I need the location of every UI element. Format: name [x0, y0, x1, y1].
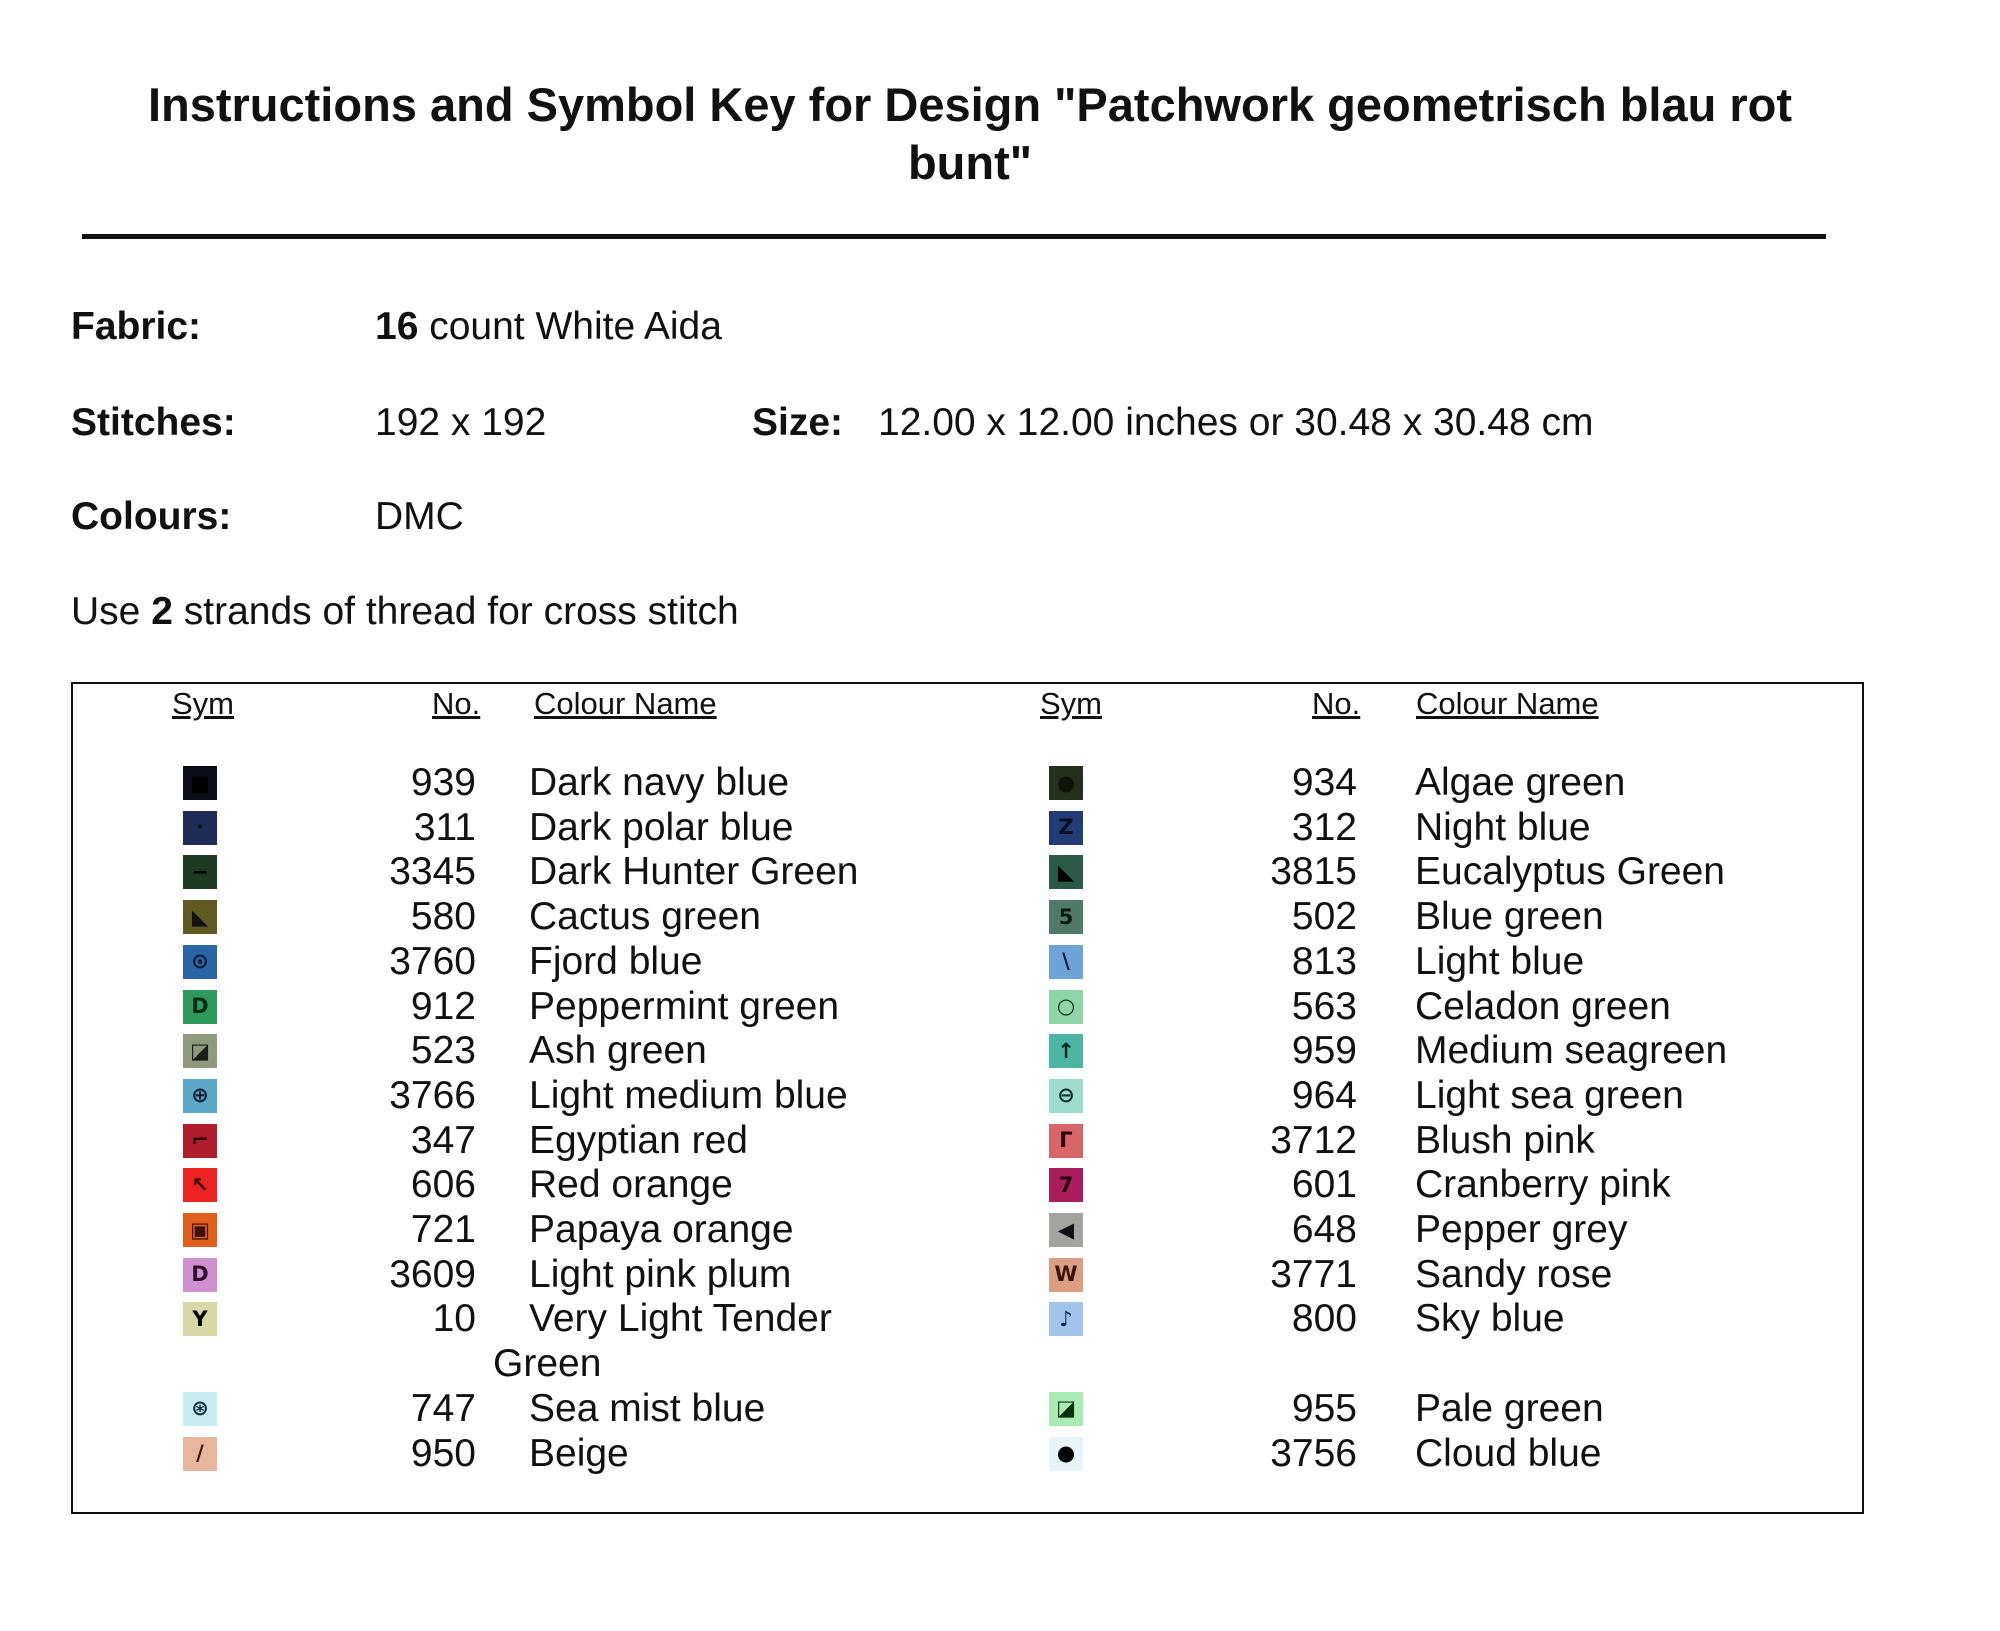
colour-name: Eucalyptus Green — [1415, 850, 1726, 894]
stitches-value: 192 x 192 — [375, 401, 547, 444]
colour-number: 606 — [410, 1163, 476, 1207]
colour-number: 3771 — [1270, 1252, 1357, 1296]
colour-number: 3345 — [389, 850, 476, 894]
colour-name: Cranberry pink — [1415, 1163, 1671, 1207]
colour-name: Light blue — [1415, 939, 1585, 983]
dot-circle-symbol-icon: ● — [1049, 766, 1083, 800]
colour-name: Blush pink — [1415, 1118, 1595, 1162]
stitches-label: Stitches: — [71, 401, 236, 444]
colour-number: 3609 — [389, 1252, 476, 1296]
arrow-symbol-icon: ↖ — [183, 1168, 217, 1202]
colour-name: Sandy rose — [1415, 1252, 1613, 1296]
circle-arrow-symbol-icon: ⊕ — [183, 1079, 217, 1113]
colour-name: Pepper grey — [1415, 1208, 1628, 1251]
colour-name: Cactus green — [529, 895, 761, 939]
colour-name: Egyptian red — [529, 1118, 748, 1162]
digit-five-symbol-icon: 5 — [1049, 900, 1083, 934]
strands-instruction — [71, 589, 739, 635]
colour-name: Night blue — [1415, 805, 1591, 849]
letter-d-symbol-icon: D — [183, 1258, 217, 1292]
circle-dot-symbol-icon: ⊙ — [183, 945, 217, 979]
circle-star-symbol-icon: ⊛ — [183, 1392, 217, 1426]
colour-name: Pale green — [1415, 1386, 1604, 1430]
colour-number: 3815 — [1270, 850, 1357, 894]
colour-name: Algae green — [1415, 761, 1626, 804]
colour-number: 347 — [410, 1118, 476, 1162]
colour-number: 311 — [413, 805, 476, 849]
right-sym-header: Sym — [1040, 686, 1102, 721]
left-no-header: No. — [432, 686, 481, 721]
colour-number: 3712 — [1270, 1118, 1357, 1162]
up-arrow-symbol-icon: ↑ — [1049, 1034, 1083, 1068]
colour-number: 800 — [1291, 1297, 1357, 1341]
colour-number: 964 — [1291, 1073, 1357, 1117]
colour-name: Light medium blue — [529, 1073, 848, 1117]
right-no-header: No. — [1312, 686, 1361, 721]
colour-number: 3756 — [1270, 1431, 1357, 1475]
right-colour-name-header: Colour Name — [1416, 686, 1599, 721]
colour-number: 959 — [1291, 1029, 1357, 1073]
colour-name: Medium seagreen — [1415, 1029, 1728, 1073]
size-label: Size: — [752, 401, 844, 444]
note-symbol-icon: ♪ — [1049, 1302, 1083, 1336]
split-square-symbol-icon: ◪ — [1049, 1392, 1083, 1426]
colour-number: 3760 — [389, 939, 476, 983]
colour-name: Papaya orange — [529, 1208, 794, 1251]
colour-name: Sky blue — [1415, 1297, 1565, 1341]
colour-number: 648 — [1291, 1208, 1357, 1251]
hook-symbol-icon: ⌐ — [183, 1124, 217, 1158]
colour-number: 939 — [410, 761, 476, 804]
colour-name: Sea mist blue — [529, 1386, 766, 1430]
colour-number: 563 — [1291, 984, 1357, 1028]
page-title: Instructions and Symbol Key for Design "Patchwork geometrisch blau rot bunt" — [147, 78, 1793, 189]
corner-symbol-icon: ◣ — [183, 900, 217, 934]
digit-seven-symbol-icon: 7 — [1049, 1168, 1083, 1202]
colours-value: DMC — [375, 495, 464, 538]
colour-number: 912 — [410, 984, 476, 1028]
colour-name: Dark polar blue — [529, 805, 794, 849]
colour-number: 10 — [432, 1297, 476, 1341]
split-square-symbol-icon: ◪ — [183, 1034, 217, 1068]
colour-number: 580 — [410, 895, 476, 939]
colour-name-continued: Green — [493, 1342, 602, 1386]
colour-number: 523 — [410, 1029, 476, 1073]
letter-z-symbol-icon: Z — [1049, 811, 1083, 845]
colour-name: Light pink plum — [529, 1252, 792, 1296]
fabric-type: count White Aida — [418, 305, 722, 348]
dot-circle-symbol-icon: ● — [1049, 1437, 1083, 1471]
left-triangle-symbol-icon: ◀ — [1049, 1213, 1083, 1247]
colour-name: Celadon green — [1415, 984, 1671, 1028]
colour-name: Blue green — [1415, 895, 1604, 939]
colour-name: Ash green — [529, 1029, 707, 1073]
letter-w-symbol-icon: W — [1049, 1258, 1083, 1292]
fabric-label: Fabric: — [71, 305, 202, 348]
colour-number: 312 — [1291, 805, 1357, 849]
colour-number: 721 — [410, 1208, 476, 1251]
colour-name: Cloud blue — [1415, 1431, 1602, 1475]
colour-number: 955 — [1291, 1386, 1357, 1430]
colour-name: Peppermint green — [529, 984, 840, 1028]
title-divider — [82, 234, 1826, 239]
colours-label: Colours: — [71, 495, 232, 538]
corner-symbol-icon: ◣ — [1049, 855, 1083, 889]
gamma-symbol-icon: Γ — [1049, 1124, 1083, 1158]
circle-minus-symbol-icon: ⊖ — [1049, 1079, 1083, 1113]
colour-number: 601 — [1291, 1163, 1357, 1207]
colour-number: 950 — [410, 1431, 476, 1475]
dash-symbol-icon: − — [183, 855, 217, 889]
letter-y-symbol-icon: Y — [183, 1302, 217, 1336]
letter-d-symbol-icon: D — [183, 990, 217, 1024]
colour-number: 747 — [410, 1386, 476, 1430]
colour-number: 3766 — [389, 1073, 476, 1117]
backslash-symbol-icon: \ — [1049, 945, 1083, 979]
colour-name: Fjord blue — [529, 939, 703, 983]
solid-square-symbol-icon: ■ — [183, 766, 217, 800]
dot-symbol-icon: · — [183, 811, 217, 845]
colour-name: Dark navy blue — [529, 761, 790, 804]
fabric-value — [375, 304, 722, 350]
colour-name: Beige — [529, 1431, 629, 1475]
ring-symbol-icon: ○ — [1049, 990, 1083, 1024]
left-colour-name-header: Colour Name — [534, 686, 717, 721]
colour-name: Dark Hunter Green — [529, 850, 859, 894]
slash-symbol-icon: / — [183, 1437, 217, 1471]
strands-suffix: strands of thread for cross stitch — [172, 590, 739, 633]
colour-name: Very Light Tender — [529, 1297, 832, 1341]
colour-number: 934 — [1291, 761, 1357, 804]
colour-name: Red orange — [529, 1163, 733, 1207]
colour-number: 502 — [1291, 895, 1357, 939]
strands-prefix: Use — [71, 590, 152, 633]
size-value: 12.00 x 12.00 inches or 30.48 x 30.48 cm — [878, 401, 1594, 444]
boxed-square-symbol-icon: ▣ — [183, 1213, 217, 1247]
left-sym-header: Sym — [172, 686, 234, 721]
colour-name: Light sea green — [1415, 1073, 1684, 1117]
fabric-count: 16 — [375, 305, 419, 348]
colour-number: 813 — [1291, 939, 1357, 983]
strands-count: 2 — [151, 590, 173, 633]
